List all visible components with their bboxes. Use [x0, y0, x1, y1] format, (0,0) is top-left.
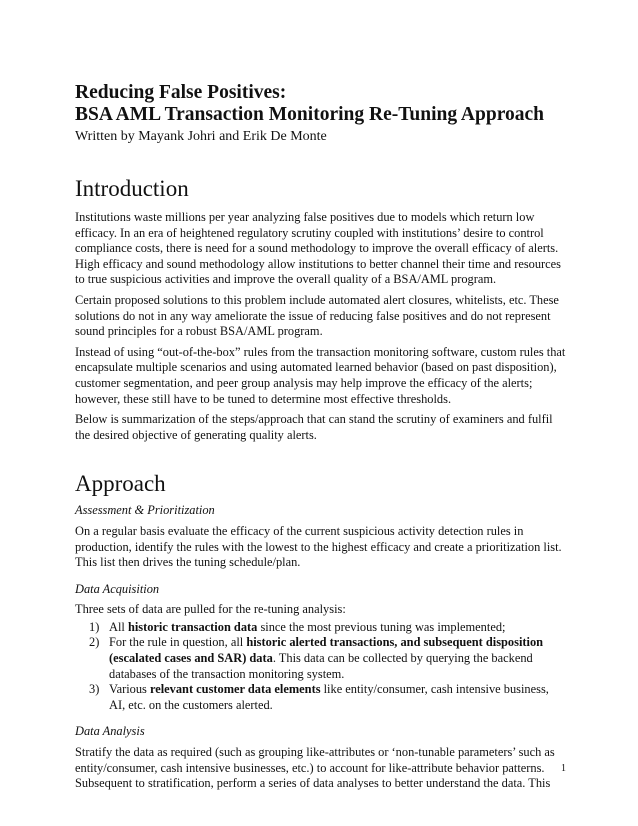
assessment-paragraph: On a regular basis evaluate the efficacy of the current suspicious activity detection rules in production, identify the rules with the lowest to the highest efficacy and create a prioritization list. This list then drives the tuning schedule/plan. — [75, 523, 562, 570]
introduction-paragraph-4: Below is summarization of the steps/approach that can stand the scrutiny of examiners and fulfil the desired objective of generating quality alerts. — [75, 412, 553, 442]
list-item — [75, 682, 567, 713]
assessment-subheading: Assessment & Prioritization — [75, 503, 215, 518]
introduction-paragraph-2: Certain proposed solutions to this problem include automated alert closures, whitelists, etc. These solutions do not in any way ameliorate the issue of reducing false positives and do not represent sound principles for a robust BSA/AML program. — [75, 292, 559, 339]
introduction-paragraph-1: Institutions waste millions per year analyzing false positives due to models which return low efficacy. In an era of heightened regulatory scrutiny coupled with institutions’ desire to control compliance costs, there is need for a sound methodology to improve the overall efficacy of alerts. High efficacy and sound methodology allow institutions to better channel their time and resources to true suspicious activities and improve the overall quality of a BSA/AML program. — [75, 210, 561, 287]
list-item-number: 3) — [89, 682, 100, 697]
list-item-text: Various — [109, 682, 150, 697]
analysis-paragraph: Stratify the data as required (such as grouping like-attributes or ‘non-tunable parameters’ such as entity/consumer, cash intensive businesses, etc.) to account for like-attribute behavior patterns. Subsequent to stratification, perform a series of data analyses to better understand the data. This — [75, 745, 555, 791]
analysis-subheading: Data Analysis — [75, 724, 145, 739]
document-page — [75, 82, 567, 792]
acquisition-list — [75, 620, 567, 714]
list-item-bold-text: relevant customer data elements — [149, 682, 321, 697]
introduction-heading: Introduction — [75, 176, 189, 201]
list-item-text: since the most previous tuning was implemented; — [257, 619, 506, 634]
list-item-bold-text: historic transaction data — [127, 619, 258, 634]
list-item-bold-text: historic alerted transactions, and subsequent disposition (escalated cases and SAR) data — [109, 635, 544, 666]
document-byline: Written by Mayank Johri and Erik De Monte — [75, 129, 327, 144]
introduction-paragraph-3: Instead of using “out-of-the-box” rules from the transaction monitoring software, custom rules that encapsulate multiple scenarios and using automated learned behavior (based on past disposition), customer segmentation, and peer group analysis may help improve the efficacy of the alerts; however, these still have to be tuned to determine most effective thresholds. — [75, 344, 566, 406]
list-item — [75, 620, 567, 636]
document-title-line2: BSA AML Transaction Monitoring Re-Tuning Approach — [75, 104, 545, 125]
list-item-text: For the rule in question, all — [109, 635, 247, 650]
list-item-number: 2) — [89, 635, 100, 650]
page-number: 1 — [561, 763, 566, 774]
list-item-text: All — [109, 619, 128, 634]
approach-heading: Approach — [75, 471, 166, 497]
list-item-text: . This data can be collected by querying the backend databases of the transaction monitoring system. — [109, 651, 533, 681]
list-item-text: like entity/consumer, cash intensive business, AI, etc. on the customers alerted. — [109, 682, 549, 712]
list-item — [75, 635, 567, 682]
list-item-number: 1) — [89, 619, 100, 634]
acquisition-intro: Three sets of data are pulled for the re-tuning analysis: — [75, 602, 346, 617]
acquisition-subheading: Data Acquisition — [75, 581, 160, 596]
document-title-line1: Reducing False Positives: — [75, 82, 287, 103]
